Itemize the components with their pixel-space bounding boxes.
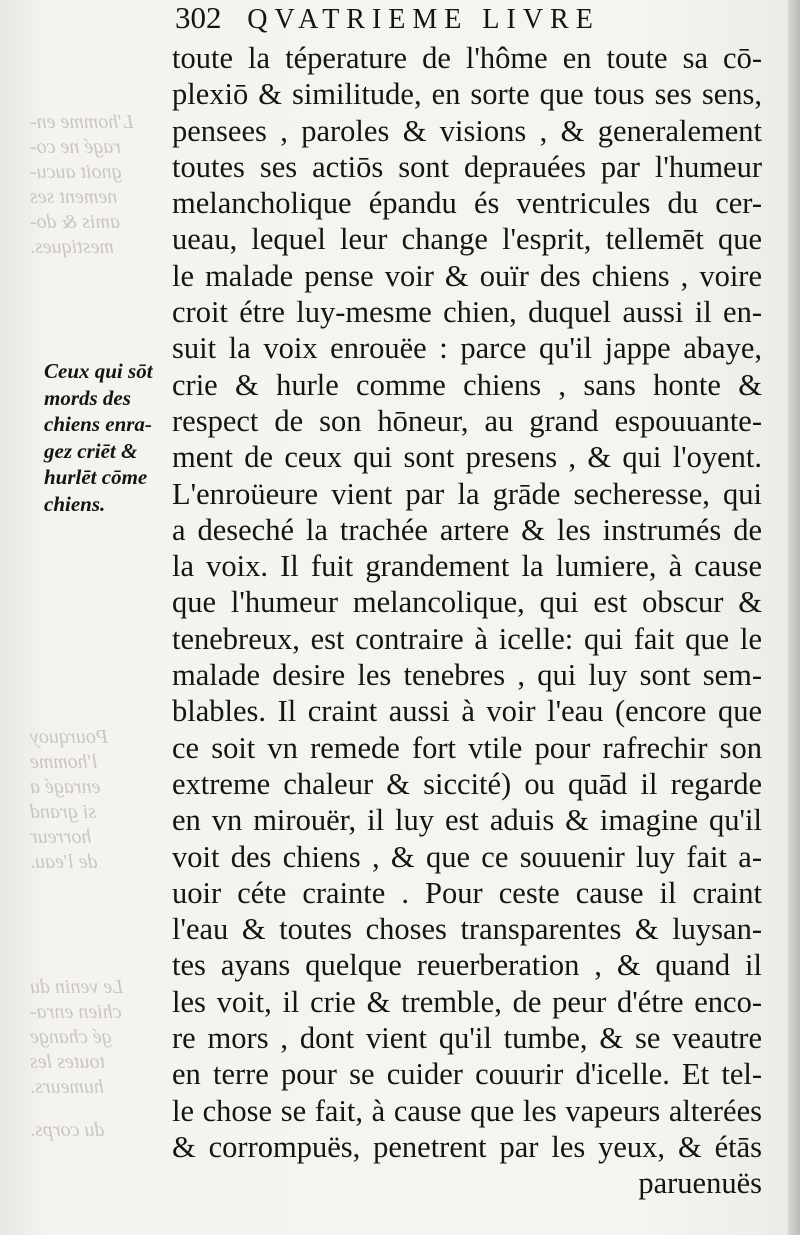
running-title: QVATRIEME LIVRE [247, 4, 600, 35]
text-line: plexiō & similitude, en sorte que tous ses sens, [172, 77, 762, 112]
text-line: ce soit vn remede fort vtile pour rafrechir son [172, 730, 762, 765]
body-text [172, 40, 762, 1202]
bleed-through-text: Le venin du chien enra- gé change toutes les humeurs. [30, 976, 124, 1098]
marginal-note-line: gez criēt & [44, 438, 138, 463]
text-line: la voix. Il fuit grandement la lumiere, à cause [172, 549, 762, 584]
text-line: extreme chaleur & siccité) ou quād il regarde [172, 766, 762, 801]
text-line: en vn mirouër, il luy est aduis & imagine qu'il [172, 803, 762, 838]
marginal-note-line: mords des [44, 385, 131, 410]
text-line: les voit, il crie & tremble, de peur d'étre enco- [172, 984, 762, 1019]
text-line: & corrompuës, penetrent par les yeux, & étās [172, 1129, 762, 1164]
bleed-through-text: Pourquoy l'homme enragé a si grand horreur de l'eau. [30, 726, 109, 873]
text-line: le chose se fait, à cause que les vapeurs alterées [172, 1093, 762, 1128]
text-line: uoir céte crainte . Pour ceste cause il craint [172, 875, 762, 910]
page-header [175, 0, 755, 40]
text-line: blables. Il craint aussi à voir l'eau (encore que [172, 694, 762, 729]
text-line: ment de ceux qui sont presens , & qui l'oyent. [172, 440, 762, 475]
text-line: l'eau & toutes choses transparentes & luysan- [172, 912, 762, 947]
text-line: crie & hurle comme chiens , sans honte & [172, 367, 762, 402]
bleed-through-text: du corps. [30, 1119, 105, 1141]
text-line: toute la téperature de l'hôme en toute sa cō- [172, 41, 762, 75]
text-line: tes ayans quelque reuerberation , & quand il [172, 948, 762, 983]
text-line: malade desire les tenebres , qui luy sont sem- [172, 658, 762, 693]
catchword: paruenuës [638, 1166, 762, 1201]
text-line: a deseché la trachée artere & les instrumés de [172, 512, 762, 547]
text-line: croit étre luy-mesme chien, duquel aussi il en- [172, 295, 762, 330]
text-line: tenebreux, est contraire à icelle: qui fait que le [172, 621, 762, 656]
bleed-through-text: L'homme en- ragé ne co- gnoit aucu- nement ses amis & do- mestiques. [30, 111, 134, 258]
text-line: respect de son hōneur, au grand espouuante- [172, 403, 762, 438]
marginal-note [44, 358, 174, 517]
text-line: voit des chiens , & que ce souuenir luy fait a- [172, 839, 762, 874]
text-line: toutes ses actiōs sont deprauées par l'humeur [172, 149, 762, 184]
text-line: melancholique épandu és ventricules du cer- [172, 186, 762, 221]
marginal-note-line: Ceux qui sōt [44, 359, 153, 383]
page-number: 302 [175, 0, 222, 35]
text-line: le malade pense voir & ouïr des chiens , voire [172, 258, 762, 293]
text-line: que l'humeur melancolique, qui est obscur & [172, 585, 762, 620]
marginal-note-line: chiens enra- [44, 412, 152, 436]
text-line: en terre pour se cuider couurir d'icelle. Et tel- [172, 1057, 762, 1092]
page-gutter [788, 0, 800, 1235]
text-line: re mors , dont vient qu'il tumbe, & se veautre [172, 1021, 762, 1056]
text-line: ueau, lequel leur change l'esprit, tellemēt que [172, 222, 762, 257]
text-line: suit la voix enrouëe : parce qu'il jappe abaye, [172, 331, 762, 366]
marginal-note-line: chiens. [44, 491, 106, 516]
text-line: pensees , paroles & visions , & generalement [172, 113, 762, 148]
marginal-note-line: hurlēt cōme [44, 465, 148, 489]
text-line: L'enroüeure vient par la grāde secheresse, qui [172, 476, 762, 511]
